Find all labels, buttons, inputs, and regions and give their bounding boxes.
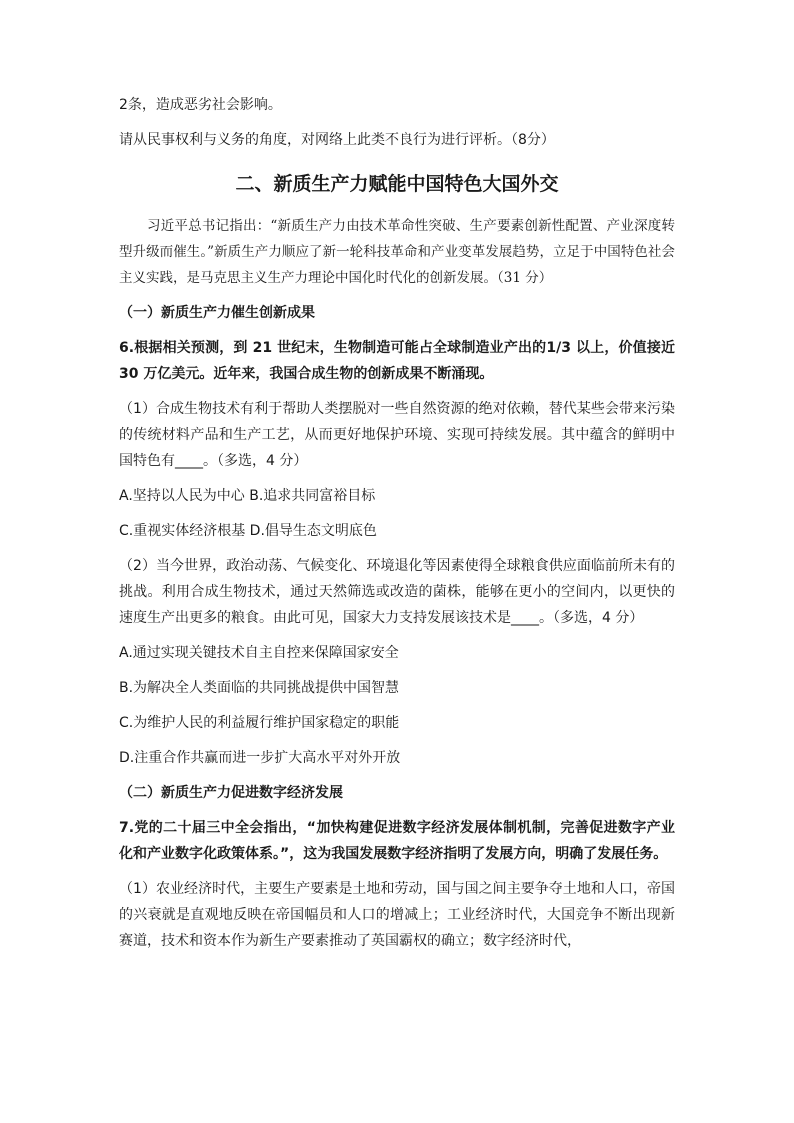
document-body <box>119 92 675 954</box>
question-6-stem: 6.根据相关预测，到 21 世纪末，生物制造可能占全球制造业产出的1/3 以上，价值接近 30 万亿美元。近年来，我国合成生物的创新成果不断涌现。 <box>119 340 675 382</box>
question-6-part-2-option-b: B.为解决全人类面临的共同挑战提供中国智慧 <box>119 680 400 696</box>
section-title: 二、新质生产力赋能中国特色大国外交 <box>235 173 559 195</box>
question-7-stem: 7.党的二十届三中全会指出，“加快构建促进数字经济发展体制机制，完善促进数字产业化和产业数字化政策体系。”，这为我国发展数字经济指明了发展方向，明确了发展任务。 <box>119 820 675 862</box>
subsection-heading-2: （二）新质生产力促进数字经济发展 <box>119 785 343 801</box>
question-6-part-1-options-ab: A.坚持以人民为中心 B.追求共同富裕目标 <box>119 488 376 504</box>
question-6-part-2-option-a: A.通过实现关键技术自主自控来保障国家安全 <box>119 645 399 661</box>
question-6-part-2-option-d: D.注重合作共赢而进一步扩大高水平对外开放 <box>119 750 401 766</box>
question-6-part-2: （2）当今世界，政治动荡、气候变化、环境退化等因素使得全球粮食供应面临前所未有的挑战。利用合成生物技术，通过天然筛选或改造的菌株，能够在更小的空间内，以更快的速度生产出更多的粮食。由此可见，国家大力支持发展该技术是____。（多选，4 分） <box>119 558 675 626</box>
question-7-part-1: （1）农业经济时代，主要生产要素是土地和劳动，国与国之间主要争夺土地和人口，帝国的兴衰就是直观地反映在帝国幅员和人口的增减上；工业经济时代，大国竞争不断出现新赛道，技术和资本作为新生产要素推动了英国霸权的确立；数字经济时代， <box>119 881 675 949</box>
question-6-part-2-option-c: C.为维护人民的利益履行维护国家稳定的职能 <box>119 715 400 731</box>
intro-line-1: 2条，造成恶劣社会影响。 <box>119 97 282 113</box>
question-6-part-1-options-cd: C.重视实体经济根基 D.倡导生态文明底色 <box>119 523 377 539</box>
question-6-part-1: （1）合成生物技术有利于帮助人类摆脱对一些自然资源的绝对依赖，替代某些会带来污染的传统材料产品和生产工艺，从而更好地保护环境、实现可持续发展。其中蕴含的鲜明中国特色有____。（多选，4 分） <box>119 401 675 469</box>
quote-paragraph: 习近平总书记指出：“新质生产力由技术革命性突破、生产要素创新性配置、产业深度转型升级而催生。”新质生产力顺应了新一轮科技革命和产业变革发展趋势，立足于中国特色社会主义实践，是马克思主义生产力理论中国化时代化的创新发展。（31 分） <box>119 218 675 286</box>
intro-line-2: 请从民事权利与义务的角度，对网络上此类不良行为进行评析。（8分） <box>119 132 555 148</box>
subsection-heading-1: （一）新质生产力催生创新成果 <box>119 305 315 321</box>
